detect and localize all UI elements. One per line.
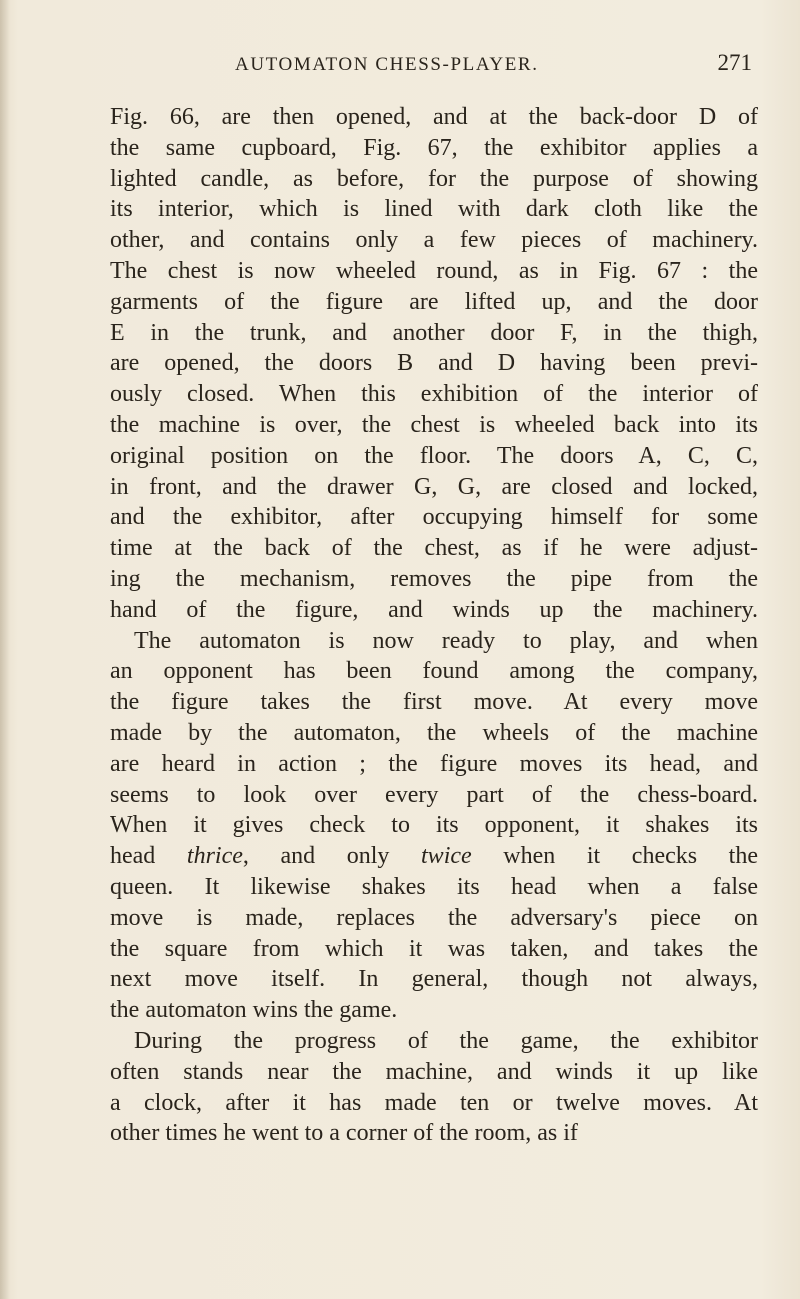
text-fragment: when it checks the <box>471 843 758 870</box>
text-line: a clock, after it has made ten or twelve moves. At <box>110 1089 758 1116</box>
text-line: seems to look over every part of the chess-board. <box>110 781 758 808</box>
text-line: are heard in action ; the figure moves its head, and <box>110 750 758 777</box>
body-text <box>110 102 758 1149</box>
page-gutter-shadow <box>0 0 10 1299</box>
text-line: an opponent has been found among the company, <box>110 658 758 685</box>
text-line: the same cupboard, Fig. 67, the exhibitor applies a <box>110 134 758 161</box>
text-line: the square from which it was taken, and takes the <box>110 935 758 962</box>
text-line: garments of the figure are lifted up, and the door <box>110 288 758 315</box>
text-line: are opened, the doors B and D having been previ- <box>110 350 758 377</box>
page-header <box>110 50 760 84</box>
text-line: ing the mechanism, removes the pipe from the <box>110 565 758 592</box>
text-line <box>110 841 758 872</box>
text-line: the machine is over, the chest is wheeled back into its <box>110 411 758 438</box>
text-line: other times he went to a corner of the room, as if <box>110 1120 578 1147</box>
text-line: queen. It likewise shakes its head when a false <box>110 873 758 900</box>
italic-word: twice <box>421 843 472 870</box>
italic-word: thrice <box>186 843 243 870</box>
text-line: E in the trunk, and another door F, in the thigh, <box>110 319 758 346</box>
text-fragment: head <box>110 843 187 870</box>
text-line: hand of the figure, and winds up the machinery. <box>110 596 758 623</box>
text-line: The automaton is now ready to play, and when <box>134 627 758 654</box>
text-line: next move itself. In general, though not always, <box>110 966 758 993</box>
text-line: When it gives check to its opponent, it shakes its <box>110 812 758 839</box>
text-line: its interior, which is lined with dark cloth like the <box>110 196 758 223</box>
text-line: made by the automaton, the wheels of the machine <box>110 719 758 746</box>
text-line: ously closed. When this exhibition of the interior of <box>110 381 758 408</box>
text-line: often stands near the machine, and winds it up like <box>110 1058 758 1085</box>
page-number: 271 <box>717 50 752 75</box>
text-line: move is made, replaces the adversary's piece on <box>110 904 758 931</box>
text-line: the automaton wins the game. <box>110 997 398 1024</box>
running-head: AUTOMATON CHESS-PLAYER. <box>235 54 539 75</box>
text-line: During the progress of the game, the exhibitor <box>134 1027 758 1054</box>
text-line: original position on the floor. The doors A, C, C, <box>110 442 758 469</box>
text-line: other, and contains only a few pieces of machinery. <box>110 227 758 254</box>
text-line: Fig. 66, are then opened, and at the back-door D of <box>110 104 758 130</box>
text-fragment: , and only <box>242 843 422 870</box>
text-line: The chest is now wheeled round, as in Fig. 67 : the <box>110 257 758 284</box>
text-line: and the exhibitor, after occupying himself for some <box>110 504 758 531</box>
text-line: lighted candle, as before, for the purpose of showing <box>110 165 758 192</box>
text-line: the figure takes the first move. At every move <box>110 689 758 716</box>
text-line: in front, and the drawer G, G, are closed and locked, <box>110 473 758 500</box>
text-line: time at the back of the chest, as if he were adjust- <box>110 535 758 562</box>
